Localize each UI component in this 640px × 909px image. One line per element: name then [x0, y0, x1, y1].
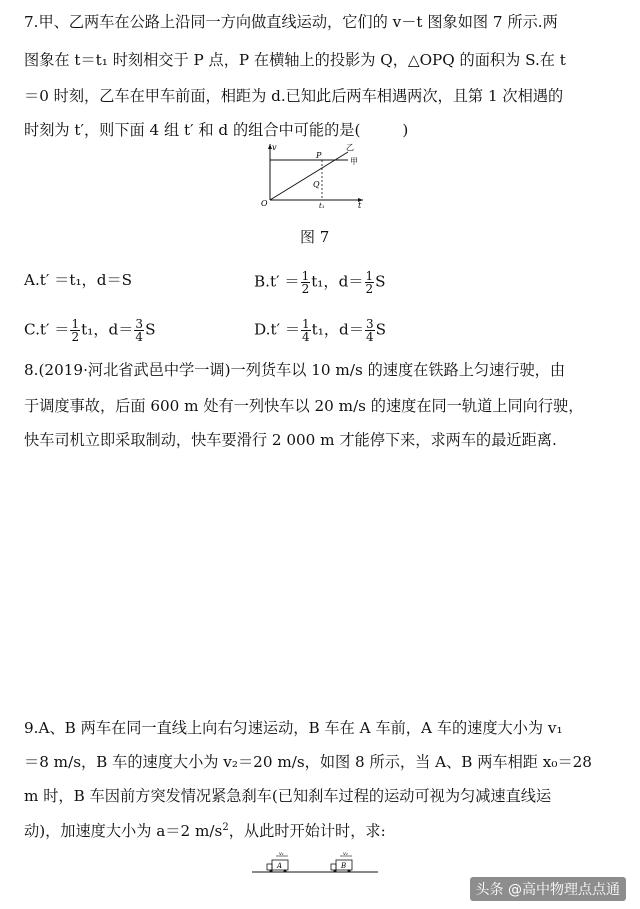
option-c-prefix: C.t′ ＝: [24, 320, 70, 339]
car-b-wheel: [334, 870, 337, 873]
option-d-mid: t₁，d＝: [311, 320, 364, 339]
option-b-suffix: S: [375, 272, 386, 291]
car-a-label: A: [277, 862, 283, 870]
two-cars-figure: [250, 850, 380, 876]
q9-line-3: m 时，B 车因前方突发情况紧急刹车(已知刹车过程的运动可视为匀减速直线运: [24, 787, 552, 805]
q8-line-3: 快车司机立即采取制动，快车要滑行 2 000 m 才能停下来，求两车的最近距离.: [24, 431, 557, 449]
option-a: A.t′ ＝t₁，d＝S: [24, 271, 133, 289]
option-c-mid: t₁，d＝: [81, 320, 134, 339]
q7-line-2: 图象在 t＝t₁ 时刻相交于 P 点，P 在横轴上的投影为 Q，△OPQ 的面积为 S.在 t: [24, 51, 566, 69]
vt-graph-figure: [258, 140, 368, 210]
fraction-quarter: [301, 318, 311, 343]
q7-line-4-text: 时刻为 t′，则下面 4 组 t′ 和 d 的组合中可能的是(: [24, 121, 361, 139]
option-b-prefix: B.t′ ＝: [254, 272, 300, 291]
q9-line-2: ＝8 m/s，B 车的速度大小为 v₂＝20 m/s，如图 8 所示，当 A、B 两车相距 x₀＝28: [24, 753, 592, 771]
fraction-numerator: 1: [301, 269, 310, 283]
fraction-denominator: 4: [302, 330, 310, 344]
fraction-denominator: 4: [365, 330, 374, 344]
v-label: v: [272, 143, 277, 152]
q9-line-4: [24, 818, 624, 841]
yi-label: 乙: [346, 143, 354, 152]
figure-7-caption: 图 7: [300, 228, 330, 246]
fraction-half: [301, 270, 311, 295]
fraction-denominator: 4: [135, 330, 144, 344]
option-d-prefix: D.t′ ＝: [254, 320, 301, 339]
car-b-label: B: [341, 862, 347, 870]
option-d-suffix: S: [375, 320, 387, 339]
car-b: [331, 851, 352, 873]
q8-line-2: 于调度事故，后面 600 m 处有一列快车以 20 m/s 的速度在同一轨道上同向行驶，: [24, 397, 584, 415]
q7-line-4-close: ): [402, 121, 409, 139]
option-c: [24, 318, 155, 343]
car-a: [267, 851, 288, 873]
t-label: t: [358, 201, 362, 210]
fraction-three-quarters: [365, 318, 375, 343]
fraction-numerator: 3: [365, 317, 374, 331]
option-c-suffix: S: [145, 320, 156, 339]
car-a-wheel: [270, 870, 273, 873]
q9-line-4-end: ，从此时开始计时，求:: [228, 822, 386, 840]
fraction-numerator: 1: [302, 317, 310, 331]
fraction-denominator: 2: [301, 282, 310, 296]
q9-line-4-text: 动)，加速度大小为 a＝2 m/s: [24, 822, 223, 840]
car-a-wheel: [284, 870, 287, 873]
q7-line-3: ＝0 时刻，乙车在甲车前面，相距为 d.已知此后两车相遇两次，且第 1 次相遇的: [24, 87, 564, 105]
q7-line-4: [24, 120, 624, 140]
fraction-half: [70, 318, 80, 343]
fraction-denominator: 2: [365, 282, 374, 296]
v2-label: v₂: [343, 851, 348, 857]
point-q-label: Q: [313, 180, 320, 189]
fraction-numerator: 1: [365, 269, 374, 283]
q8-line-1: 8.(2019·河北省武邑中学一调)一列货车以 10 m/s 的速度在铁路上匀速行驶，由: [24, 361, 566, 379]
fraction-three-quarters: [134, 318, 144, 343]
fraction-half: [365, 270, 375, 295]
superscript-2: 2: [222, 822, 229, 833]
option-b: [254, 270, 386, 295]
line-yi: [270, 152, 348, 200]
car-b-wheel: [348, 870, 351, 873]
point-p-label: P: [316, 151, 322, 160]
v1-label: v₁: [279, 851, 284, 857]
option-b-mid: t₁，d＝: [311, 272, 364, 291]
fraction-numerator: 3: [135, 317, 144, 331]
origin-label: O: [261, 199, 268, 208]
car-a-cab: [267, 864, 272, 870]
fraction-numerator: 1: [71, 317, 80, 331]
watermark: 头条 @高中物理点点通: [470, 877, 626, 901]
option-d: [254, 318, 386, 343]
car-b-cab: [331, 864, 336, 870]
jia-label: 甲: [350, 157, 358, 166]
fraction-denominator: 2: [71, 330, 80, 344]
q9-line-1: 9.A、B 两车在同一直线上向右匀速运动，B 车在 A 车前，A 车的速度大小为 v₁: [24, 719, 563, 737]
q7-line-1: 7.甲、乙两车在公路上沿同一方向做直线运动，它们的 v－t 图象如图 7 所示.两: [24, 13, 558, 31]
t1-label: t₁: [319, 202, 325, 210]
